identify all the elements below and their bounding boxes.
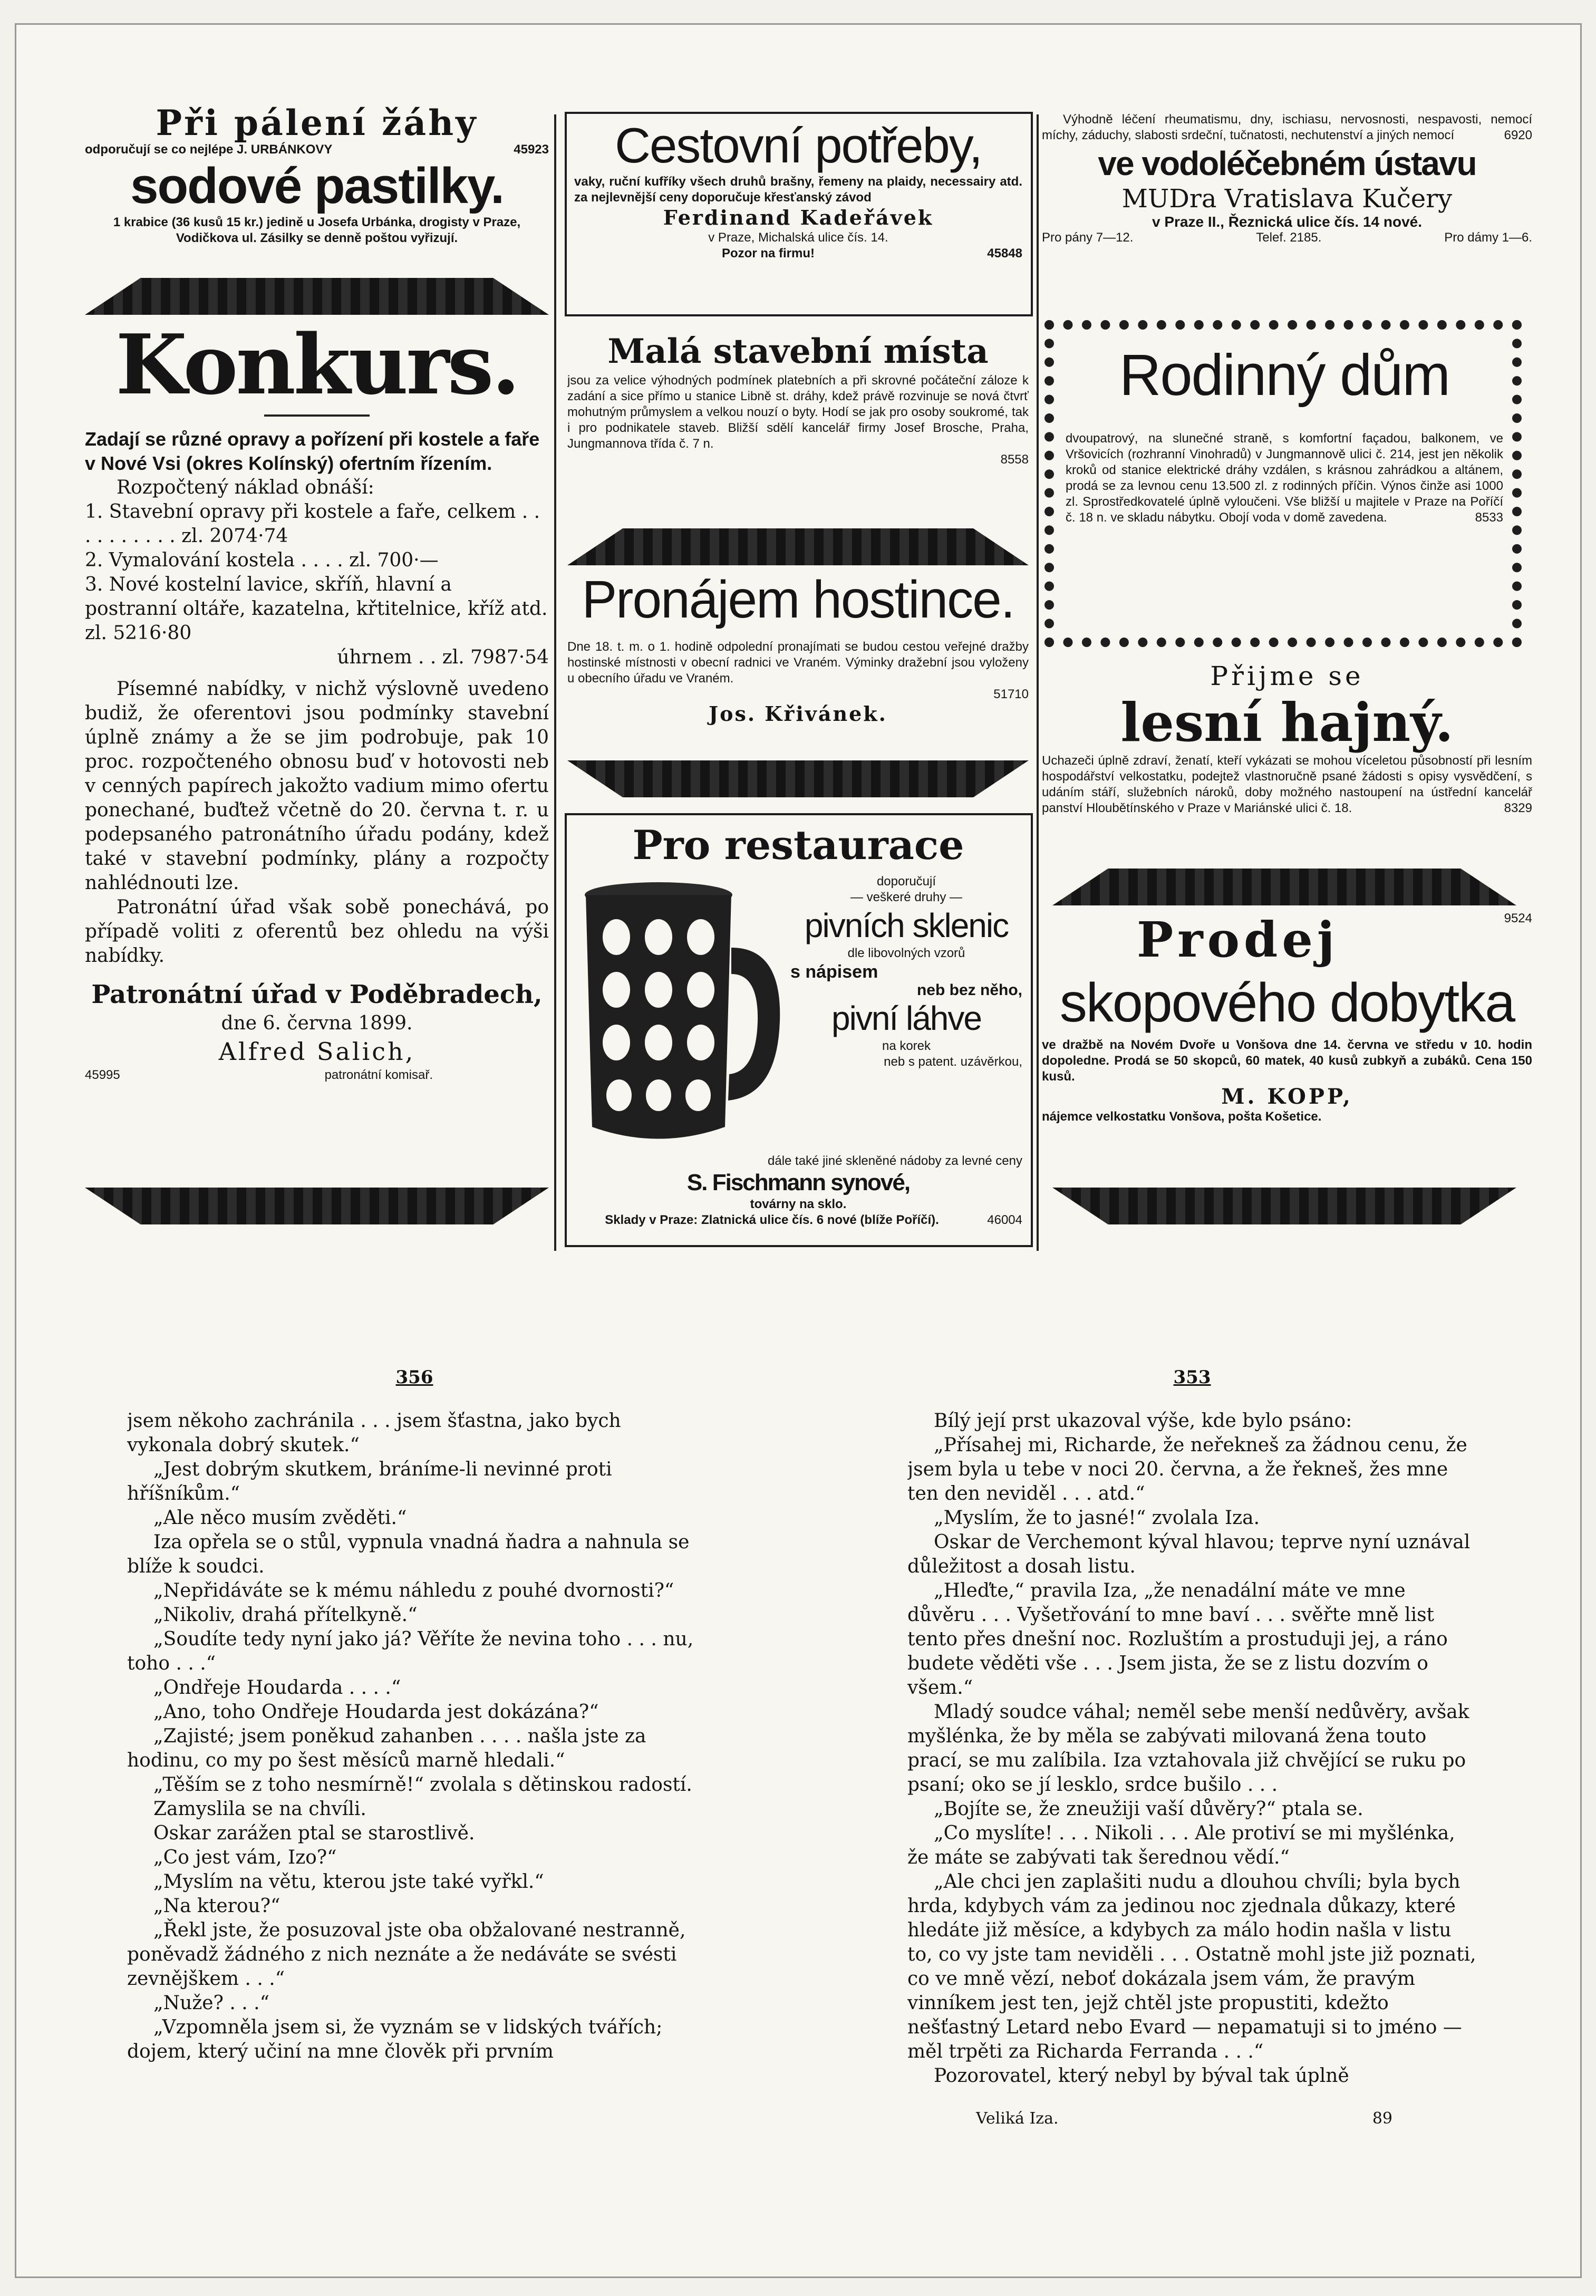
konkurs-role: patronátní komisař. bbox=[324, 1068, 433, 1082]
konkurs-budget: Rozpočtený náklad obnáší: bbox=[117, 477, 374, 498]
zaha-num: 45923 bbox=[514, 142, 549, 157]
restaurace-l5: s nápisem bbox=[790, 962, 878, 982]
novel-right-para: „Přísahej mi, Richarde, že neřekneš za žádnou cenu, že jsem byla u tebe v noci 20. června, a že řekneš, žes mne ten den neviděl . . . atd.“ bbox=[907, 1434, 1467, 1504]
novel-right-para: Mladý soudce váhal; neměl sebe menší nedůvěry, avšak myšlénka, že by měla se zabývati milovaná žena touto prací, se mu zalíbila. Iza vztahovala již chvějící se ruku po psaní; oko se jí lesklo, srdce bušilo . . . bbox=[907, 1701, 1469, 1796]
ad-konkurs bbox=[85, 317, 549, 1182]
prodej-title: Prodej bbox=[1137, 911, 1339, 968]
prodej-sub: skopového dobytka bbox=[1059, 972, 1515, 1034]
konkurs-item-1: 1. Stavební opravy při kostele a faře, celkem . . . . . . . . . . zl. 2074·74 bbox=[85, 501, 540, 547]
hajny-pre: Přijme se bbox=[1210, 661, 1364, 691]
zaha-recommend: odporučují se co nejlépe J. URBÁNKOVY bbox=[85, 142, 333, 157]
restaurace-l10: dále také jiné skleněné nádoby za levné ceny bbox=[768, 1154, 1022, 1168]
restaurace-l1: doporučují bbox=[876, 874, 936, 889]
dum-text: dvoupatrový, na slunečné straně, s komfortní façadou, balkonem, ve Vršovicích (rozhranní Vinohradů) v Jungmannově ulici č. 214, jest jen několik kroků od stanice elektrické dráhy vzdálen, s krásnou zahrádkou a altánem, prodá se za levnou cenu 13.500 zl. z rodinných příčin. Výnos činže asi 1000 zl. Sprostředkovatelé úplně vyloučeni. Vše bližší u majitele v Praze na Poříčí č. 18 n. ve skladu nábytku. Obojí voda v domě zavedena. bbox=[1066, 431, 1503, 525]
ustav-num: 6920 bbox=[1504, 128, 1532, 142]
zaha-heading: Při pálení žáhy bbox=[156, 104, 478, 143]
konkurs-item-2: 2. Vymalování kostela . . . . zl. 700·— bbox=[85, 549, 439, 571]
ad-restaurace bbox=[574, 821, 1022, 1240]
novel-left-para: „Ano, toho Ondřeje Houdarda jest dokázána?“ bbox=[153, 1701, 599, 1723]
ustav-title: ve vodoléčebném ústavu bbox=[1098, 144, 1476, 182]
hostince-title: Pronájem hostince. bbox=[582, 570, 1014, 629]
hostince-text: Dne 18. t. m. o 1. hodině odpolední pronajímati se budou cestou veřejné dražby hostinské místnosti v obecní radnici ve Vraném. Výminky dražební jsou vyloženy u obecního úřadu ve Vraném. bbox=[567, 640, 1029, 686]
konkurs-rule bbox=[264, 414, 370, 417]
hajny-title: lesní hajný. bbox=[1120, 691, 1454, 754]
restaurace-factory: továrny na sklo. bbox=[750, 1197, 847, 1211]
novel-right-para: „Ale chci jen zaplašiti nudu a dlouhou chvíli; byla bych hrda, kdybych vám za jedinou noc zjednala důkazy, které hledáte již měsíce, a kdybych za málo hodin našla v listu to, co vy jste tam neviděli . . . Ostatně mohl jste již poznati, co ve mně vězí, neboť dokázala jsem vám, že pravým vinníkem jest ten, jejž chtěl jste propustiti, kdežto nešťastný Letard nebo Evard — nepamatuji si to jméno — měl trpěti za Richarda Ferranda . . .“ bbox=[907, 1871, 1476, 2062]
ornament-band bbox=[85, 278, 549, 315]
konkurs-title: Konkurs. bbox=[115, 317, 518, 413]
ustav-addr: v Praze II., Řeznická ulice čís. 14 nové. bbox=[1152, 214, 1423, 230]
cestovni-addr: v Praze, Michalská ulice čís. 14. bbox=[708, 230, 888, 245]
novel-left-para: „Myslím na větu, kterou jste také vyřkl.“ bbox=[153, 1871, 544, 1893]
restaurace-l2: — veškeré druhy — bbox=[850, 890, 963, 904]
cestovni-note: Pozor na firmu! bbox=[722, 246, 815, 261]
novel-left-para: jsem někoho zachránila . . . jsem šťastna, jako bych vykonala dobrý skutek.“ bbox=[127, 1410, 621, 1456]
restaurace-l4: dle libovolných vzorů bbox=[847, 946, 965, 960]
restaurace-l8: na korek bbox=[882, 1039, 931, 1053]
konkurs-lead: Zadají se různé opravy a pořízení při kostele a faře v Nové Vsi (okres Kolínský) ofertním řízením. bbox=[85, 428, 540, 474]
cestovni-num: 45848 bbox=[987, 246, 1022, 261]
ad-ustav bbox=[1042, 112, 1532, 312]
restaurace-title: Pro restaurace bbox=[632, 822, 964, 869]
restaurace-l9: neb s patent. uzávěrkou, bbox=[884, 1055, 1022, 1069]
ustav-women: Pro dámy 1—6. bbox=[1444, 230, 1532, 245]
novel-left-para: „Ondřeje Houdarda . . . .“ bbox=[153, 1677, 401, 1699]
novel-footer-signature: 89 bbox=[1372, 2109, 1392, 2128]
restaurace-copy bbox=[790, 874, 1022, 1070]
hostince-num: 51710 bbox=[993, 687, 1029, 701]
restaurace-firm: S. Fischmann synové, bbox=[686, 1170, 910, 1195]
ornament-band bbox=[1052, 1188, 1516, 1224]
novel-right-para: „Myslím, že to jasné!“ zvolala Iza. bbox=[934, 1507, 1260, 1529]
restaurace-l3: pivních sklenic bbox=[804, 906, 1009, 944]
novel-left-para: „Řekl jste, že posuzoval jste oba obžalované nestranně, poněvadž žádného z nich neznáte a že nedáváte se svésti zevnějškem . . .“ bbox=[127, 1919, 686, 1990]
novel-right-para: „Co myslíte! . . . Nikoli . . . Ale protiví se mi myšlénka, že máte se zabývati tak šerednou vědí.“ bbox=[907, 1822, 1455, 1868]
newspaper-sheet bbox=[15, 23, 1582, 2278]
novel-left-para: „Jest dobrým skutkem, bráníme-li nevinné proti hříšníkům.“ bbox=[127, 1459, 612, 1504]
restaurace-footer bbox=[574, 1153, 1022, 1228]
prodej-title-row bbox=[1042, 911, 1532, 969]
novel-left-para: „Na kterou?“ bbox=[153, 1895, 280, 1917]
novel-right-para: „Hleďte,“ pravila Iza, „že nenadální máte ve mne důvěru . . . Vyšetřování to mne baví . . . svěřte mně list tento přes dnešní noc. Rozluštím a prostuduji jej, a ráno budete věděti vše . . . Jsem jista, že se z listu dozvím o všem.“ bbox=[907, 1580, 1448, 1699]
prodej-role: nájemce velkostatku Vonšova, pošta Košetice. bbox=[1042, 1110, 1322, 1124]
cestovni-foot-row bbox=[574, 246, 1022, 262]
cestovni-title: Cestovní potřeby, bbox=[615, 118, 982, 173]
novel-left-para: „Nuže? . . .“ bbox=[153, 1992, 269, 2014]
novel-left-para: „Soudíte tedy nyní jako já? Věříte že nevina toho . . . nu, toho . . .“ bbox=[127, 1628, 694, 1674]
konkurs-signer: Alfred Salich, bbox=[218, 1037, 415, 1066]
konkurs-para-1: Písemné nabídky, v nichž výslovně uvedeno budiž, že oferentovi jsou podmínky stavební úplně známy a že se jim podrobuje, pak 10 proc. rozpočteného obnosu buď v hotovosti neb v cenných papírech jakožto vadium mimo ofertu ponechané, buďtež včetně do 20. června t. r. u podepsaného patronátního úřadu podány, kdež také v stavební podmínky, plány a rozpočty nahlédnouti lze. bbox=[85, 678, 549, 894]
novel-right-para: „Bojíte se, že zneužiji vaší důvěry?“ ptala se. bbox=[934, 1798, 1363, 1820]
novel-left-para: „Zajisté; jsem poněkud zahanben . . . . našla jste za hodinu, co my po šest měsíců marně hledali.“ bbox=[127, 1725, 646, 1771]
zaha-recommend-row bbox=[85, 142, 549, 158]
prodej-text: ve dražbě na Novém Dvoře u Vonšova dne 14. června ve středu v 10. hodin dopoledne. Prodá se 50 skopců, 60 matek, 40 kusů zubkyň a zubáků. Cena 150 kusů. bbox=[1042, 1038, 1532, 1084]
novel-left-para: Oskar zarážen ptal se starostlivě. bbox=[153, 1822, 475, 1844]
restaurace-num: 46004 bbox=[987, 1213, 1022, 1227]
konkurs-item-3: 3. Nové kostelní lavice, skříň, hlavní a postranní oltáře, kazatelna, křtitelnice, kříž atd. zl. 5216·80 bbox=[85, 574, 548, 644]
novel-right-page bbox=[907, 1367, 1477, 2211]
konkurs-date: dne 6. června 1899. bbox=[221, 1012, 413, 1034]
zaha-details: 1 krabice (36 kusů 15 kr.) jedině u Josefa Urbánka, drogisty v Praze, Vodičkova ul. Zásilky se denně poštou vyřizují. bbox=[113, 215, 521, 245]
zaha-product: sodové pastilky. bbox=[130, 158, 504, 214]
ad-cestovni bbox=[574, 117, 1022, 312]
novel-left-page bbox=[127, 1367, 702, 2184]
novel-left-para: „Nepřidáváte se k mému náhledu z pouhé dvornosti?“ bbox=[153, 1580, 674, 1602]
ornament-band bbox=[567, 528, 1029, 565]
novel-right-para: Bílý její prst ukazoval výše, kde bylo psáno: bbox=[934, 1410, 1352, 1432]
prodej-signer: M. KOPP, bbox=[1221, 1084, 1353, 1109]
novel-right-footer bbox=[907, 2109, 1477, 2128]
restaurace-l6: neb bez něho, bbox=[916, 981, 1022, 999]
ornament-band bbox=[1052, 869, 1516, 905]
cestovni-firm: Ferdinand Kadeřávek bbox=[663, 206, 934, 229]
novel-left-para: „Nikoliv, drahá přítelkyně.“ bbox=[153, 1604, 418, 1626]
mista-title: Malá stavební místa bbox=[607, 332, 989, 371]
ustav-tel: Telef. 2185. bbox=[1256, 230, 1322, 245]
ustav-men: Pro pány 7—12. bbox=[1042, 230, 1134, 245]
cestovni-text: vaky, ruční kufříky všech druhů brašny, řemeny na plaidy, necessairy atd. za nejlevnější ceny doporučuje křesťanský závod bbox=[574, 175, 1022, 205]
ad-zaha bbox=[85, 104, 549, 283]
ustav-intro: Výhodně léčení rheumatismu, dny, ischiasu, nervosnosti, nespavosti, nemocí míchy, záduchy, slabosti srdeční, tučnatosti, nechutenství a jiných nemocí bbox=[1042, 112, 1532, 142]
column-divider-1 bbox=[554, 114, 556, 1251]
hajny-text: Uchazeči úplně zdraví, ženatí, kteří vykázati se mohou víceletou působností při lesním hospodářství velkostatku, podejtež vlastnoručně psané žádosti s opisy vysvědčení, s udáním stáří, služebních nároků, doby možného nastoupení na ústřední kancelář panství Hloubětínského v Praze v Mariánské ulici č. 18. bbox=[1042, 754, 1532, 815]
konkurs-total: úhrnem . . zl. 7987·54 bbox=[337, 647, 549, 668]
novel-right-para: Oskar de Verchemont kýval hlavou; teprve nyní uznával důležitost a dosah listu. bbox=[907, 1531, 1471, 1577]
ad-hajny bbox=[1042, 660, 1532, 861]
novel-right-para: Pozorovatel, který nebyl by býval tak úplně bbox=[934, 2065, 1349, 2087]
novel-footer-title: Veliká Iza. bbox=[976, 2109, 1059, 2128]
hostince-signer: Jos. Křivánek. bbox=[709, 702, 887, 726]
mista-text: jsou za velice výhodných podmínek platebních a při skrovné počáteční záloze k zadání a sice přímo u stanice Libně st. dráhy, kdež právě rozvinuje se nová čtvrť mohutným průmyslem a velkou nouzí o byty. Hodí se jak pro osoby soukromé, tak i pro podnikatele staveb. Bližší sdělí kancelář firmy Josef Brosche, Praha, Jungmannova třída č. 7 n. bbox=[567, 373, 1029, 451]
novel-left-para: „Vzpomněla jsem si, že vyznám se v lidských tvářích; dojem, který učiní na mne člověk při prvním bbox=[127, 2017, 663, 2062]
konkurs-num: 45995 bbox=[85, 1068, 120, 1082]
restaurace-l7: pivní láhve bbox=[831, 999, 981, 1037]
ad-prodej bbox=[1042, 911, 1532, 1195]
ornament-band bbox=[85, 1188, 549, 1224]
ornament-band bbox=[567, 760, 1029, 797]
ad-mista bbox=[567, 331, 1029, 520]
ad-dum bbox=[1066, 336, 1503, 631]
beer-mug-illustration bbox=[579, 879, 785, 1153]
konkurs-signoff: Patronátní úřad v Poděbradech, bbox=[91, 980, 543, 1009]
novel-left-page-number: 356 bbox=[395, 1367, 433, 1388]
ustav-doctor: MUDra Vratislava Kučery bbox=[1121, 184, 1453, 214]
novel-left-para: „Co jest vám, Izo?“ bbox=[153, 1847, 337, 1868]
prodej-num: 9524 bbox=[1504, 911, 1532, 925]
novel-left-para: Zamyslila se na chvíli. bbox=[153, 1798, 366, 1820]
hajny-num: 8329 bbox=[1504, 801, 1532, 815]
ustav-hours-row bbox=[1042, 230, 1532, 246]
mista-num: 8558 bbox=[1000, 452, 1029, 467]
dum-num: 8533 bbox=[1475, 510, 1503, 525]
konkurs-foot-row bbox=[85, 1067, 549, 1083]
column-divider-2 bbox=[1037, 114, 1039, 1251]
novel-left-para: Iza opřela se o stůl, vypnula vnadná ňadra a nahnula se blíže k soudci. bbox=[127, 1531, 690, 1577]
novel-right-page-number: 353 bbox=[1173, 1367, 1211, 1388]
ad-hostince bbox=[567, 565, 1029, 750]
konkurs-para-2: Patronátní úřad však sobě ponechává, po případě voliti z oferentů bez ohledu na výši nabídky. bbox=[85, 896, 549, 967]
dum-title: Rodinný dům bbox=[1119, 343, 1450, 408]
novel-left-para: „Ale něco musím zvěděti.“ bbox=[153, 1507, 407, 1529]
restaurace-stores: Sklady v Praze: Zlatnická ulice čís. 6 nové (blíže Poříčí). bbox=[605, 1213, 939, 1227]
novel-left-para: „Těším se z toho nesmírně!“ zvolala s dětinskou radostí. bbox=[153, 1774, 692, 1796]
